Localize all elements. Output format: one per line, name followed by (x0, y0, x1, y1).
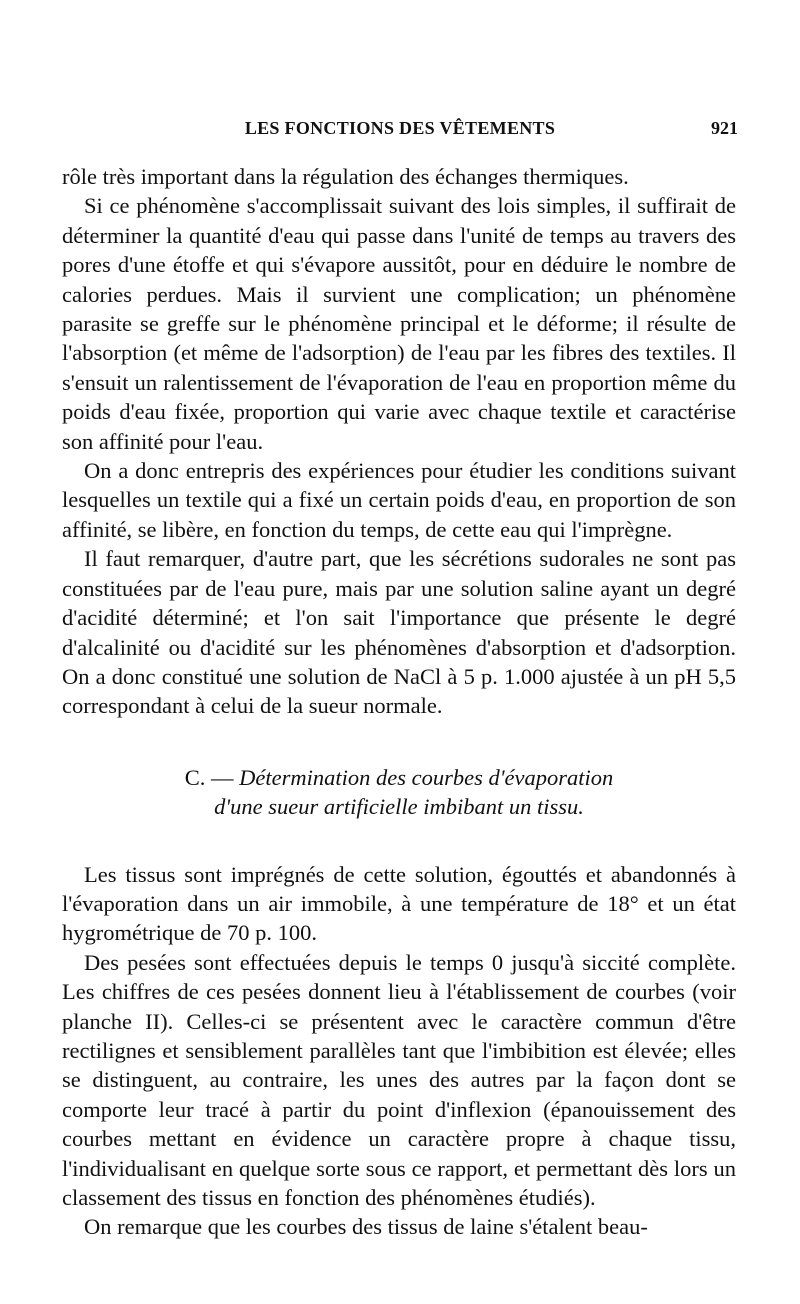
running-header (62, 118, 738, 148)
paragraph: On remarque que les courbes des tissus de laine s'étalent beau- (84, 1214, 648, 1240)
paragraph: Les tissus sont imprégnés de cette solution, égouttés et abandonnés à l'évaporation dans un air immobile, à une température de 18° et un état hygrométrique de 70 p. 100. (62, 861, 736, 946)
paragraph: Il faut remarquer, d'autre part, que les sécrétions sudorales ne sont pas constituées par de l'eau pure, mais par une solution saline ayant un degré d'acidité déterminé; et l'on sait l'importance que présente le degré d'alcalinité ou d'acidité sur les phénomènes d'absorption et d'adsorption. On a donc constitué une solution de NaCl à 5 p. 1.000 ajustée à un pH 5,5 correspondant à celui de la sueur normale. (62, 546, 736, 719)
section-label: C. — (184, 764, 240, 790)
section-heading (62, 763, 736, 822)
section-heading-line-1 (62, 763, 736, 792)
paragraph: On a donc entrepris des expériences pour étudier les conditions suivant lesquelles un textile qui a fixé un certain poids d'eau, en proportion de son affinité, se libère, en fonction du temps, de cette eau qui l'imprègne. (62, 458, 736, 542)
paragraph: rôle très important dans la régulation des échanges thermiques. (62, 164, 629, 189)
running-title: LES FONCTIONS DES VÊTEMENTS (244, 118, 556, 138)
section-title-part-1: Détermination des courbes d'évaporation (239, 764, 614, 790)
body-text (62, 162, 736, 1242)
page-number: 921 (711, 118, 738, 138)
paragraph: Des pesées sont effectuées depuis le temps 0 jusqu'à siccité complète. Les chiffres de ces pesées donnent lieu à l'établissement de courbes (voir planche II). Celles-ci se présentent avec le caractère commun d'être rectilignes et sensiblement parallèles tant que l'imbibition est élevée; elles se distinguent, au contraire, les unes des autres par la façon dont se comporte leur tracé à partir du point d'inflexion (épanouissement des courbes mettant en évidence un caractère propre à chaque tissu, l'individualisant en quelque sorte sous ce rapport, et permettant dès lors un classement des tissus en fonction des phénomènes étudiés). (62, 949, 736, 1210)
paragraph: Si ce phénomène s'accomplissait suivant des lois simples, il suffirait de déterminer la quantité d'eau qui passe dans l'unité de temps au travers des pores d'une étoffe et qui s'évapore aussitôt, pour en déduire le nombre de calories perdues. Mais il survient une complication; un phénomène parasite se greffe sur le phénomène principal et le déforme; il résulte de l'absorption (et même de l'adsorption) de l'eau par les fibres des textiles. Il s'ensuit un ralentissement de l'évaporation de l'eau en proportion même du poids d'eau fixée, proportion qui varie avec chaque textile et caractérise son affinité pour l'eau. (62, 193, 736, 454)
section-title-part-2: d'une sueur artificielle imbibant un tissu. (214, 794, 584, 820)
